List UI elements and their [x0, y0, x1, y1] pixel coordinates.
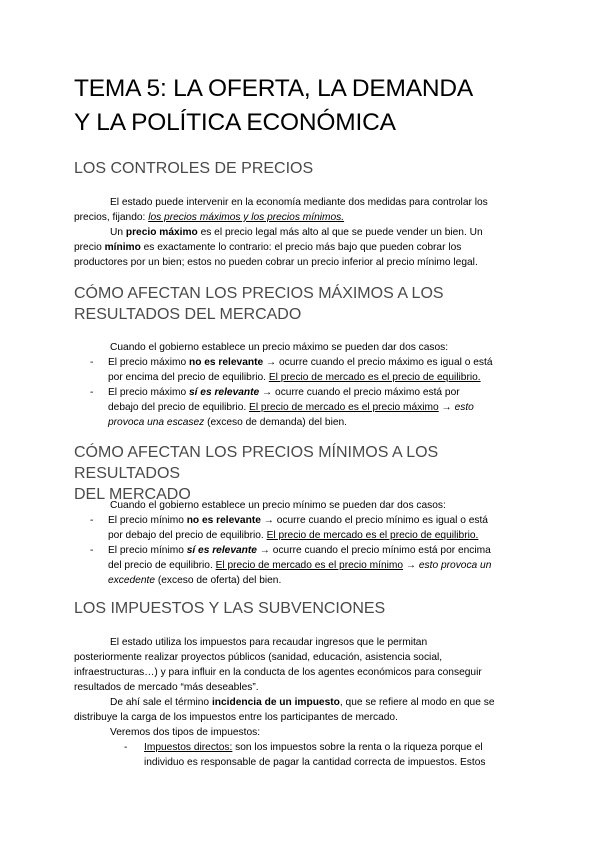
text-span: De ahí sale el término — [110, 697, 212, 708]
paragraph-line: Cuando el gobierno establece un precio mínimo se pueden dar dos casos: — [110, 500, 446, 511]
underlined-text: El precio de mercado es el precio de equilibrio. — [266, 530, 479, 541]
section-heading-controles: LOS CONTROLES DE PRECIOS — [74, 160, 314, 177]
bullet-text — [108, 513, 488, 528]
italic-text: provoca una escasez — [108, 417, 205, 428]
term-precio-maximo: precio máximo — [125, 227, 198, 238]
term-no-relevante: no es relevante — [188, 357, 264, 368]
term-si-relevante: sí es relevante — [188, 387, 260, 398]
text-span: precio — [74, 242, 105, 253]
italic-text: esto provoca un — [418, 560, 492, 571]
bullet-text — [108, 400, 474, 415]
term-no-relevante: no es relevante — [186, 515, 261, 526]
bullet-text — [144, 740, 483, 755]
heading-line: DEL MERCADO — [74, 486, 191, 503]
text-span: El precio mínimo — [108, 515, 187, 526]
term-si-relevante: sí es relevante — [186, 545, 257, 556]
text-span: son los impuestos sobre la renta o la riqueza porque el — [232, 742, 483, 753]
arrow-icon: → — [403, 560, 419, 571]
bullet-text — [108, 355, 493, 370]
text-span: (exceso de oferta) del bien. — [155, 575, 282, 586]
bullet-marker: - — [90, 357, 94, 368]
underlined-text: El precio de mercado es el precio de equilibrio. — [268, 372, 481, 383]
section-heading-maximos — [74, 283, 544, 325]
paragraph-line: Veremos dos tipos de impuestos: — [110, 727, 261, 738]
paragraph-line: distribuye la carga de los impuestos entre los participantes de mercado. — [74, 712, 398, 723]
text-span: es exactamente lo contrario: el precio más bajo que pueden cobrar los — [140, 242, 462, 253]
text-span: → ocurre cuando el precio máximo es igual o está — [263, 357, 493, 368]
bullet-marker: - — [90, 387, 94, 398]
section-heading-minimos — [74, 442, 544, 505]
italic-text: excedente — [108, 575, 156, 586]
heading-line: CÓMO AFECTAN LOS PRECIOS MÁXIMOS A LOS — [74, 285, 444, 302]
text-span: por encima del precio de equilibrio. — [108, 372, 269, 383]
text-span: por debajo del precio de equilibrio. — [108, 530, 267, 541]
paragraph-line: El estado puede intervenir en la economía mediante dos medidas para controlar los — [110, 197, 488, 208]
underlined-text: El precio de mercado es el precio mínimo — [215, 560, 404, 571]
page-title — [74, 72, 544, 140]
paragraph-line — [74, 225, 565, 240]
text-span: El precio máximo — [108, 357, 189, 368]
text-span: El precio máximo — [108, 387, 189, 398]
paragraph-line: El estado utiliza los impuestos para recaudar ingresos que le permitan — [110, 637, 428, 648]
bullet-text — [108, 558, 491, 573]
arrow-icon: → — [438, 402, 455, 413]
bullet-marker: - — [90, 515, 94, 526]
text-span: → ocurre cuando el precio máximo está por — [259, 387, 460, 398]
text-span: → ocurre cuando el precio mínimo es igual o está — [260, 515, 488, 526]
text-span: El precio mínimo — [108, 545, 187, 556]
title-line-1: TEMA 5: LA OFERTA, LA DEMANDA — [74, 75, 474, 102]
paragraph-line: Cuando el gobierno establece un precio máximo se pueden dar dos casos: — [110, 342, 449, 353]
heading-line: CÓMO AFECTAN LOS PRECIOS MÍNIMOS A LOS RESULTADOS — [74, 444, 439, 482]
paragraph-line: resultados de mercado “más deseables”. — [74, 682, 259, 693]
paragraph-line — [74, 210, 529, 225]
bullet-text — [108, 370, 481, 385]
section-heading-impuestos: LOS IMPUESTOS Y LAS SUBVENCIONES — [74, 600, 386, 617]
term-incidencia: incidencia de un impuesto — [211, 697, 340, 708]
text-span: del precio de equilibrio. — [108, 560, 216, 571]
text-span: es el precio legal más alto al que se puede vender un bien. Un — [197, 227, 483, 238]
text-span: precios, fijando: — [74, 212, 149, 223]
bullet-text — [108, 415, 347, 430]
bullet-text: individuo es responsable de pagar la cantidad correcta de impuestos. Estos — [144, 757, 486, 768]
bullet-text — [108, 385, 460, 400]
paragraph-line: infraestructuras…) y para influir en la conducta de los agentes económicos para conseguir — [74, 667, 482, 678]
bullet-text — [108, 528, 478, 543]
text-span: (exceso de demanda) del bien. — [204, 417, 347, 428]
title-line-2: Y LA POLÍTICA ECONÓMICA — [74, 109, 396, 136]
paragraph-line — [74, 240, 529, 255]
underlined-text: El precio de mercado es el precio máximo — [249, 402, 439, 413]
bullet-text — [108, 573, 281, 588]
paragraph-line: posteriormente realizar proyectos públicos (sanidad, educación, asistencia social, — [74, 652, 443, 663]
paragraph-line — [74, 695, 565, 710]
text-span: → ocurre cuando el precio mínimo está por encima — [256, 545, 491, 556]
bullet-text — [108, 543, 491, 558]
price-controls-link[interactable]: los precios máximos y los precios mínimos. — [148, 212, 345, 223]
text-span: Un — [110, 227, 126, 238]
text-span: debajo del precio de equilibrio. — [108, 402, 250, 413]
text-span: , que se refiere al modo en que se — [339, 697, 495, 708]
italic-text: esto — [454, 402, 474, 413]
term-minimo: mínimo — [104, 242, 141, 253]
heading-line: RESULTADOS DEL MERCADO — [74, 306, 302, 323]
underlined-text: Impuestos directos: — [144, 742, 233, 753]
bullet-marker: - — [124, 742, 128, 753]
bullet-marker: - — [90, 545, 94, 556]
paragraph-line: productores por un bien; estos no pueden cobrar un precio inferior al precio mínimo legal. — [74, 257, 478, 268]
